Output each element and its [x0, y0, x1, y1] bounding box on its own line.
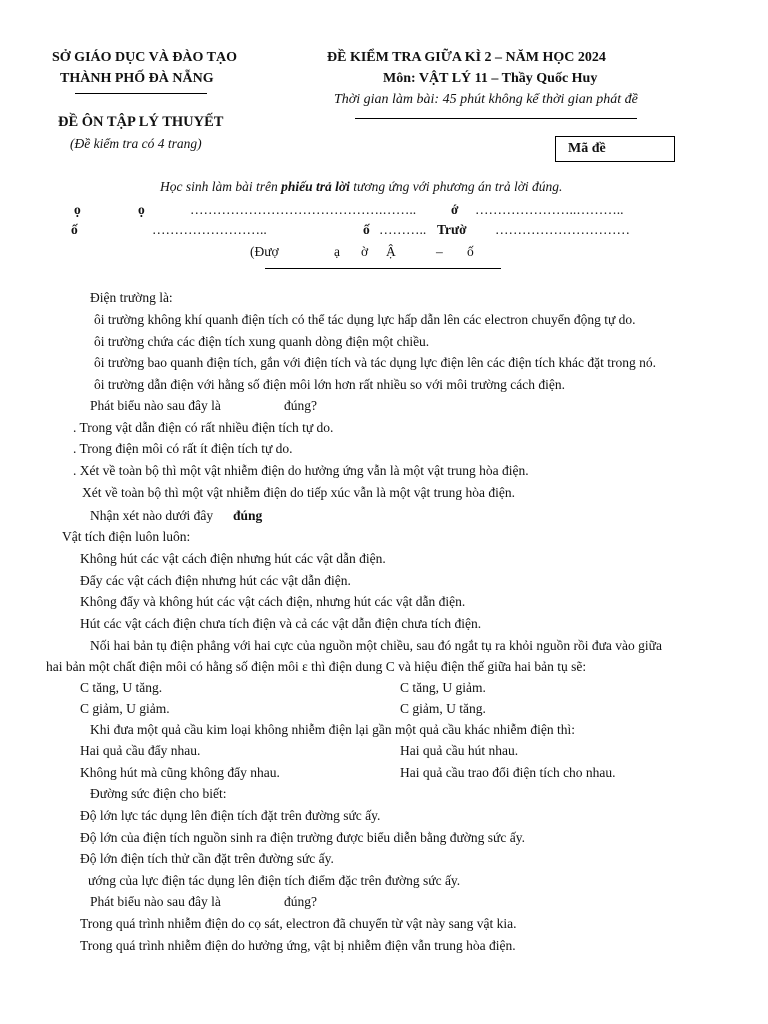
exam-code-box — [555, 136, 675, 162]
question-3-stem-c: Vật tích điện luôn luôn: — [62, 529, 191, 544]
question-1-option-d[interactable]: ôi trường dẫn điện với hằng số điện môi lớn hơn rất nhiều so với môi trường cách điện. — [94, 377, 566, 392]
instruction-text-before: Học sinh làm bài trên — [160, 179, 282, 194]
info-row2-a: ố — [71, 222, 78, 237]
info-row1-b: ọ — [138, 202, 145, 217]
id-dots[interactable]: …………………….. — [152, 222, 267, 237]
question-5-option-d[interactable]: Hai quả cầu trao đổi điện tích cho nhau. — [400, 765, 616, 780]
name-dots[interactable]: …………………………………….…….. — [190, 202, 417, 217]
question-2-option-a[interactable]: . Trong vật dẫn điện có rất nhiều điện tích tự do. — [73, 420, 334, 435]
question-3-option-a[interactable]: Không hút các vật cách điện nhưng hút các vật dẫn điện. — [80, 551, 386, 566]
info-row2-truong: Trườ — [437, 222, 467, 237]
question-3-stem-b: đúng — [233, 508, 263, 523]
question-5-option-a[interactable]: Hai quả cầu đẩy nhau. — [80, 743, 201, 758]
exam-code-label: Mã đề — [568, 141, 606, 156]
question-2-option-b[interactable]: . Trong điện môi có rất ít điện tích tự do. — [73, 441, 293, 456]
question-3-option-b[interactable]: Đẩy các vật cách điện nhưng hút các vật dẫn điện. — [80, 573, 351, 588]
info-row1-a: ọ — [74, 202, 81, 217]
question-1-option-b[interactable]: ôi trường chứa các điện tích xung quanh dòng điện một chiều. — [94, 334, 430, 349]
header-left-rule — [75, 93, 207, 94]
instruction-line — [160, 179, 562, 195]
question-5-option-c[interactable]: Không hút mà cũng không đẩy nhau. — [80, 765, 280, 780]
class-dots[interactable]: …………………..……….. — [475, 202, 624, 217]
question-2-stem-a: Phát biểu nào sau đây là — [90, 398, 221, 413]
question-4-stem-line2: hai bản một chất điện môi có hằng số điện môi ε thì điện dung C và hiệu điện thế giữa hai bản tụ sẽ: — [46, 659, 587, 674]
question-3-stem-a: Nhận xét nào dưới đây — [90, 508, 214, 523]
question-1-stem: Điện trường là: — [90, 290, 173, 305]
question-7-stem-b: đúng? — [284, 894, 317, 909]
instruction-bold: phiếu trả lời — [281, 179, 350, 194]
info-row3-d: Ậ — [386, 244, 396, 259]
question-7-option-a[interactable]: Trong quá trình nhiễm điện do cọ sát, electron đã chuyển từ vật này sang vật kia. — [80, 916, 517, 931]
question-4-option-c[interactable]: C giảm, U giảm. — [80, 701, 170, 716]
department-name: SỞ GIÁO DỤC VÀ ĐÀO TẠO — [52, 50, 238, 65]
question-2-stem-b: đúng? — [284, 398, 317, 413]
time-note: Thời gian làm bài: 45 phút không kể thời gian phát đề — [334, 92, 638, 107]
header-right-rule — [355, 118, 637, 119]
question-6-option-a[interactable]: Độ lớn lực tác dụng lên điện tích đặt trên đường sức ấy. — [80, 808, 381, 823]
info-row1-c: ớ — [451, 202, 459, 217]
info-row3-c: ờ — [361, 244, 369, 259]
page-count-note: (Đề kiểm tra có 4 trang) — [70, 136, 202, 151]
question-6-option-b[interactable]: Độ lớn của điện tích nguồn sinh ra điện trường được biểu diễn bằng đường sức ấy. — [80, 830, 525, 845]
question-6-stem: Đường sức điện cho biết: — [90, 786, 227, 801]
exam-title: ĐỀ KIỂM TRA GIỮA KÌ 2 – NĂM HỌC 2024 — [327, 50, 606, 65]
info-row3-e: – — [436, 244, 443, 259]
question-6-option-d[interactable]: ướng của lực điện tác dụng lên điện tích điểm đặc trên đường sức ấy. — [88, 873, 461, 888]
room-dots[interactable]: ……….. — [379, 222, 427, 237]
question-5-option-b[interactable]: Hai quả cầu hút nhau. — [400, 743, 519, 758]
question-4-option-b[interactable]: C tăng, U giảm. — [400, 680, 486, 695]
question-6-option-c[interactable]: Độ lớn điện tích thử cần đặt trên đường sức ấy. — [80, 851, 334, 866]
info-rule — [265, 268, 501, 269]
info-row3-f: ố — [467, 244, 474, 259]
question-4-option-d[interactable]: C giảm, U tăng. — [400, 701, 486, 716]
question-3-option-c[interactable]: Không đẩy và không hút các vật cách điện, nhưng hút các vật dẫn điện. — [80, 594, 466, 609]
subject-line: Môn: VẬT LÝ 11 – Thầy Quốc Huy — [383, 71, 598, 86]
question-1-option-c[interactable]: ôi trường bao quanh điện tích, gắn với điện tích và tác dụng lực điện lên các điện tích khác đặt trong nó. — [94, 355, 656, 370]
question-7-stem-a: Phát biểu nào sau đây là — [90, 894, 221, 909]
school-dots[interactable]: ………………………… — [495, 222, 630, 237]
question-7-option-b[interactable]: Trong quá trình nhiễm điện do hưởng ứng, vật bị nhiễm điện vẫn trung hòa điện. — [80, 938, 516, 953]
question-5-stem: Khi đưa một quả cầu kim loại không nhiễm điện lại gần một quả cầu khác nhiễm điện thì: — [90, 722, 575, 737]
question-1-option-a[interactable]: ôi trường không khí quanh điện tích có thể tác dụng lực hấp dẫn lên các electron chuyển động tự do. — [94, 312, 636, 327]
question-3-option-d[interactable]: Hút các vật cách điện chưa tích điện và cả các vật dẫn điện chưa tích điện. — [80, 616, 482, 631]
question-4-stem-line1: Nối hai bản tụ điện phẳng với hai cực của nguồn một chiều, sau đó ngắt tụ ra khỏi nguồn rồi đưa vào giữa — [90, 638, 662, 653]
question-2-option-c[interactable]: . Xét về toàn bộ thì một vật nhiễm điện do hưởng ứng vẫn là một vật trung hòa điện. — [73, 463, 529, 478]
info-row3-a: (Đượ — [250, 244, 279, 259]
question-2-option-d[interactable]: Xét về toàn bộ thì một vật nhiễm điện do tiếp xúc vẫn là một vật trung hòa điện. — [82, 485, 516, 500]
city-name: THÀNH PHỐ ĐÀ NẴNG — [60, 71, 214, 86]
info-row3-b: ạ — [334, 244, 340, 259]
review-title: ĐỀ ÔN TẬP LÝ THUYẾT — [58, 114, 224, 130]
instruction-text-after: tương ứng với phương án trả lời đúng. — [349, 179, 563, 194]
question-4-option-a[interactable]: C tăng, U tăng. — [80, 680, 163, 695]
info-row2-b: ố — [363, 222, 370, 237]
